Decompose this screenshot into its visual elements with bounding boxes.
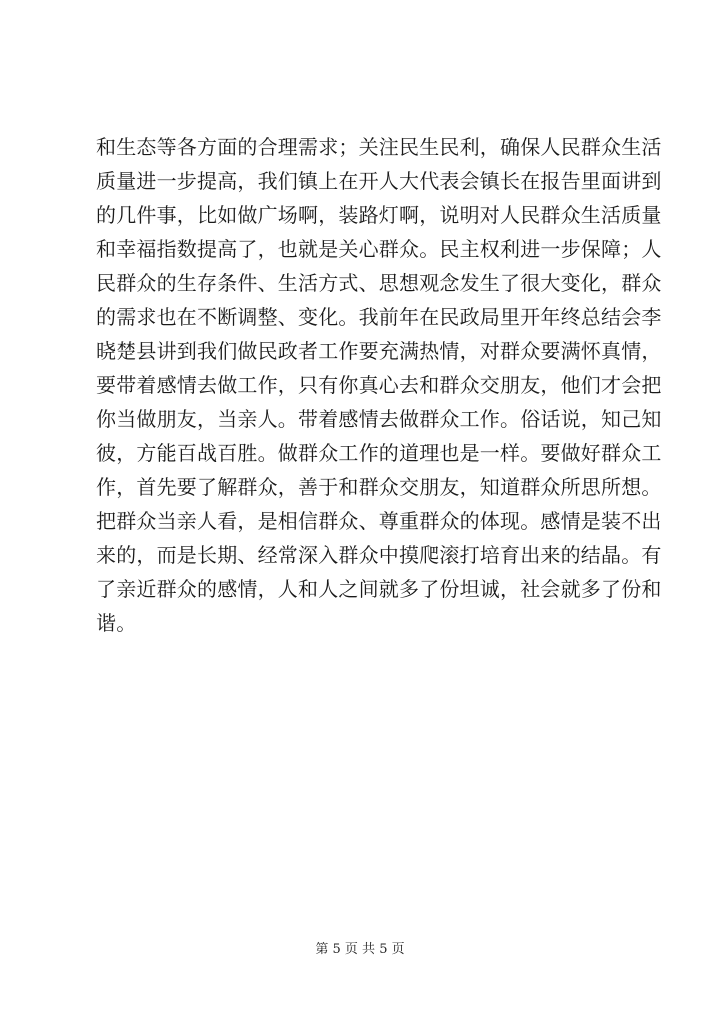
text-line: 作，首先要了解群众，善于和群众交朋友，知道群众所思所想。 — [96, 475, 662, 499]
text-line: 彼，方能百战百胜。做群众工作的道理也是一样。要做好群众工 — [96, 441, 662, 465]
text-line: 晓楚县讲到我们做民政者工作要充满热情，对群众要满怀真情， — [96, 339, 662, 363]
text-line: 要带着感情去做工作，只有你真心去和群众交朋友，他们才会把 — [96, 373, 662, 397]
text-line: 民群众的生存条件、生活方式、思想观念发生了很大变化，群众 — [96, 271, 662, 295]
text-line: 把群众当亲人看，是相信群众、尊重群众的体现。感情是装不出 — [96, 509, 662, 533]
page-footer: 第 5 页 共 5 页 — [315, 942, 405, 957]
text-line: 和生态等各方面的合理需求；关注民生民利，确保人民群众生活 — [96, 135, 662, 159]
text-line: 的需求也在不断调整、变化。我前年在民政局里开年终总结会李 — [96, 305, 662, 329]
text-line: 质量进一步提高，我们镇上在开人大代表会镇长在报告里面讲到 — [96, 169, 662, 193]
body-paragraph — [96, 130, 662, 640]
text-line: 了亲近群众的感情，人和人之间就多了份坦诚，社会就多了份和 — [96, 577, 662, 601]
text-line: 的几件事，比如做广场啊，装路灯啊，说明对人民群众生活质量 — [96, 203, 662, 227]
text-line: 你当做朋友，当亲人。带着感情去做群众工作。俗话说，知己知 — [96, 407, 662, 431]
text-line: 谐。 — [96, 611, 137, 635]
text-line: 和幸福指数提高了，也就是关心群众。民主权利进一步保障；人 — [96, 237, 662, 261]
text-line: 来的，而是长期、经常深入群众中摸爬滚打培育出来的结晶。有 — [96, 543, 662, 567]
